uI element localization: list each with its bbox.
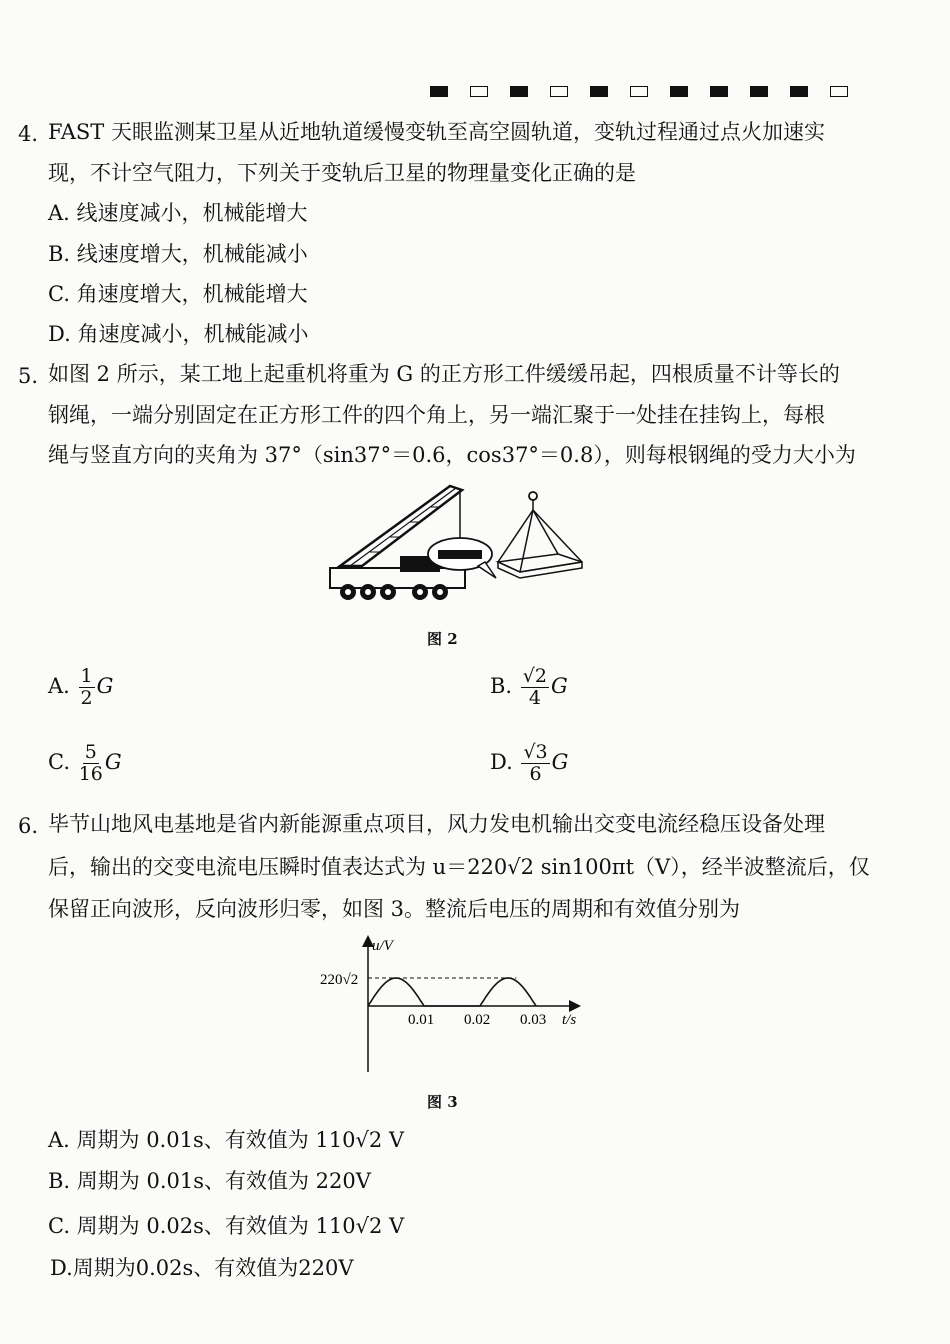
q5-option-b [490, 666, 568, 709]
q6-option-d: D.周期为0.02s、有效值为220V [50, 1256, 354, 1280]
q6-option-c: C. 周期为 0.02s、有效值为 110√2 V [48, 1214, 405, 1238]
q5-option-c-denominator: 16 [78, 762, 103, 785]
header-mark-3 [510, 86, 528, 97]
q5-option-d-label: D. [490, 749, 513, 774]
q5-option-b-variable: G [551, 673, 568, 698]
q6-stem-line2: 后，输出的交变电流电压瞬时值表达式为 u＝220√2 sin100πt（V），经半波整流后，仅 [48, 855, 870, 879]
q5-option-b-label: B. [490, 673, 513, 698]
figure-3-caption: 图 3 [427, 1093, 458, 1111]
x-tick-label-1: 0.01 [408, 1012, 435, 1028]
y-tick-label: 220√2 [320, 972, 359, 988]
y-axis-label: u/V [372, 938, 393, 954]
q5-stem-line3: 绳与竖直方向的夹角为 37°（sin37°＝0.6，cos37°＝0.8），则每根钢绳的受力大小为 [48, 443, 856, 467]
x-axis-label: t/s [562, 1012, 577, 1028]
q4-stem-line1: FAST 天眼监测某卫星从近地轨道缓慢变轨至高空圆轨道，变轨过程通过点火加速实 [48, 120, 825, 144]
q5-option-a-denominator: 2 [80, 686, 93, 709]
q5-option-c-numerator: 5 [84, 741, 97, 763]
header-mark-4 [550, 86, 568, 97]
q6-stem-line3: 保留正向波形，反向波形归零，如图 3。整流后电压的周期和有效值分别为 [48, 897, 741, 921]
q6-option-a: A. 周期为 0.01s、有效值为 110√2 V [48, 1128, 405, 1152]
header-mark-10 [790, 86, 808, 97]
q5-stem-line2: 钢绳，一端分别固定在正方形工件的四个角上，另一端汇聚于一处挂在挂钩上，每根 [48, 403, 825, 427]
q4-number: 4. [18, 122, 39, 146]
q5-number: 5. [18, 364, 39, 388]
q5-option-d-variable: G [551, 749, 569, 774]
rectified-waveform [368, 978, 536, 1006]
q5-stem-line1: 如图 2 所示，某工地上起重机将重为 G 的正方形工件缓缓吊起，四根质量不计等长的 [48, 362, 840, 386]
header-mark-6 [630, 86, 648, 97]
q4-option-d: D. 角速度减小，机械能减小 [48, 322, 309, 346]
q5-option-b-denominator: 4 [528, 686, 541, 709]
q4-option-c: C. 角速度增大，机械能增大 [48, 282, 308, 306]
q5-option-c-label: C. [48, 749, 70, 774]
crane-figure [320, 482, 590, 612]
q5-option-a-variable: G [96, 673, 114, 698]
q4-stem-line2: 现，不计空气阻力，下列关于变轨后卫星的物理量变化正确的是 [48, 161, 636, 185]
q4-option-b: B. 线速度增大，机械能减小 [48, 242, 308, 266]
header-mark-8 [710, 86, 728, 97]
q5-option-a-label: A. [48, 673, 70, 698]
header-mark-9 [750, 86, 768, 97]
header-mark-2 [470, 86, 488, 97]
q6-number: 6. [18, 814, 39, 838]
waveform-chart [310, 932, 600, 1080]
q5-option-b-numerator: √2 [522, 665, 547, 687]
header-mark-5 [590, 86, 608, 97]
q5-option-d-denominator: 6 [529, 762, 542, 785]
header-mark-1 [430, 86, 448, 97]
q5-option-d-numerator: √3 [523, 741, 548, 763]
figure-2-caption: 图 2 [427, 630, 458, 648]
q5-option-a-numerator: 1 [80, 665, 93, 687]
q6-stem-line1: 毕节山地风电基地是省内新能源重点项目，风力发电机输出交变电流经稳压设备处理 [48, 812, 825, 836]
x-tick-label-3: 0.03 [520, 1012, 547, 1028]
q5-option-d [490, 742, 568, 785]
q5-option-a [48, 666, 113, 709]
q5-option-c [48, 742, 122, 785]
x-tick-label-2: 0.02 [464, 1012, 491, 1028]
q5-option-c-variable: G [104, 749, 122, 774]
header-mark-11 [830, 86, 848, 97]
q4-option-a: A. 线速度减小，机械能增大 [48, 201, 308, 225]
header-mark-7 [670, 86, 688, 97]
header-marks [430, 86, 848, 97]
q6-option-b: B. 周期为 0.01s、有效值为 220V [48, 1169, 371, 1193]
